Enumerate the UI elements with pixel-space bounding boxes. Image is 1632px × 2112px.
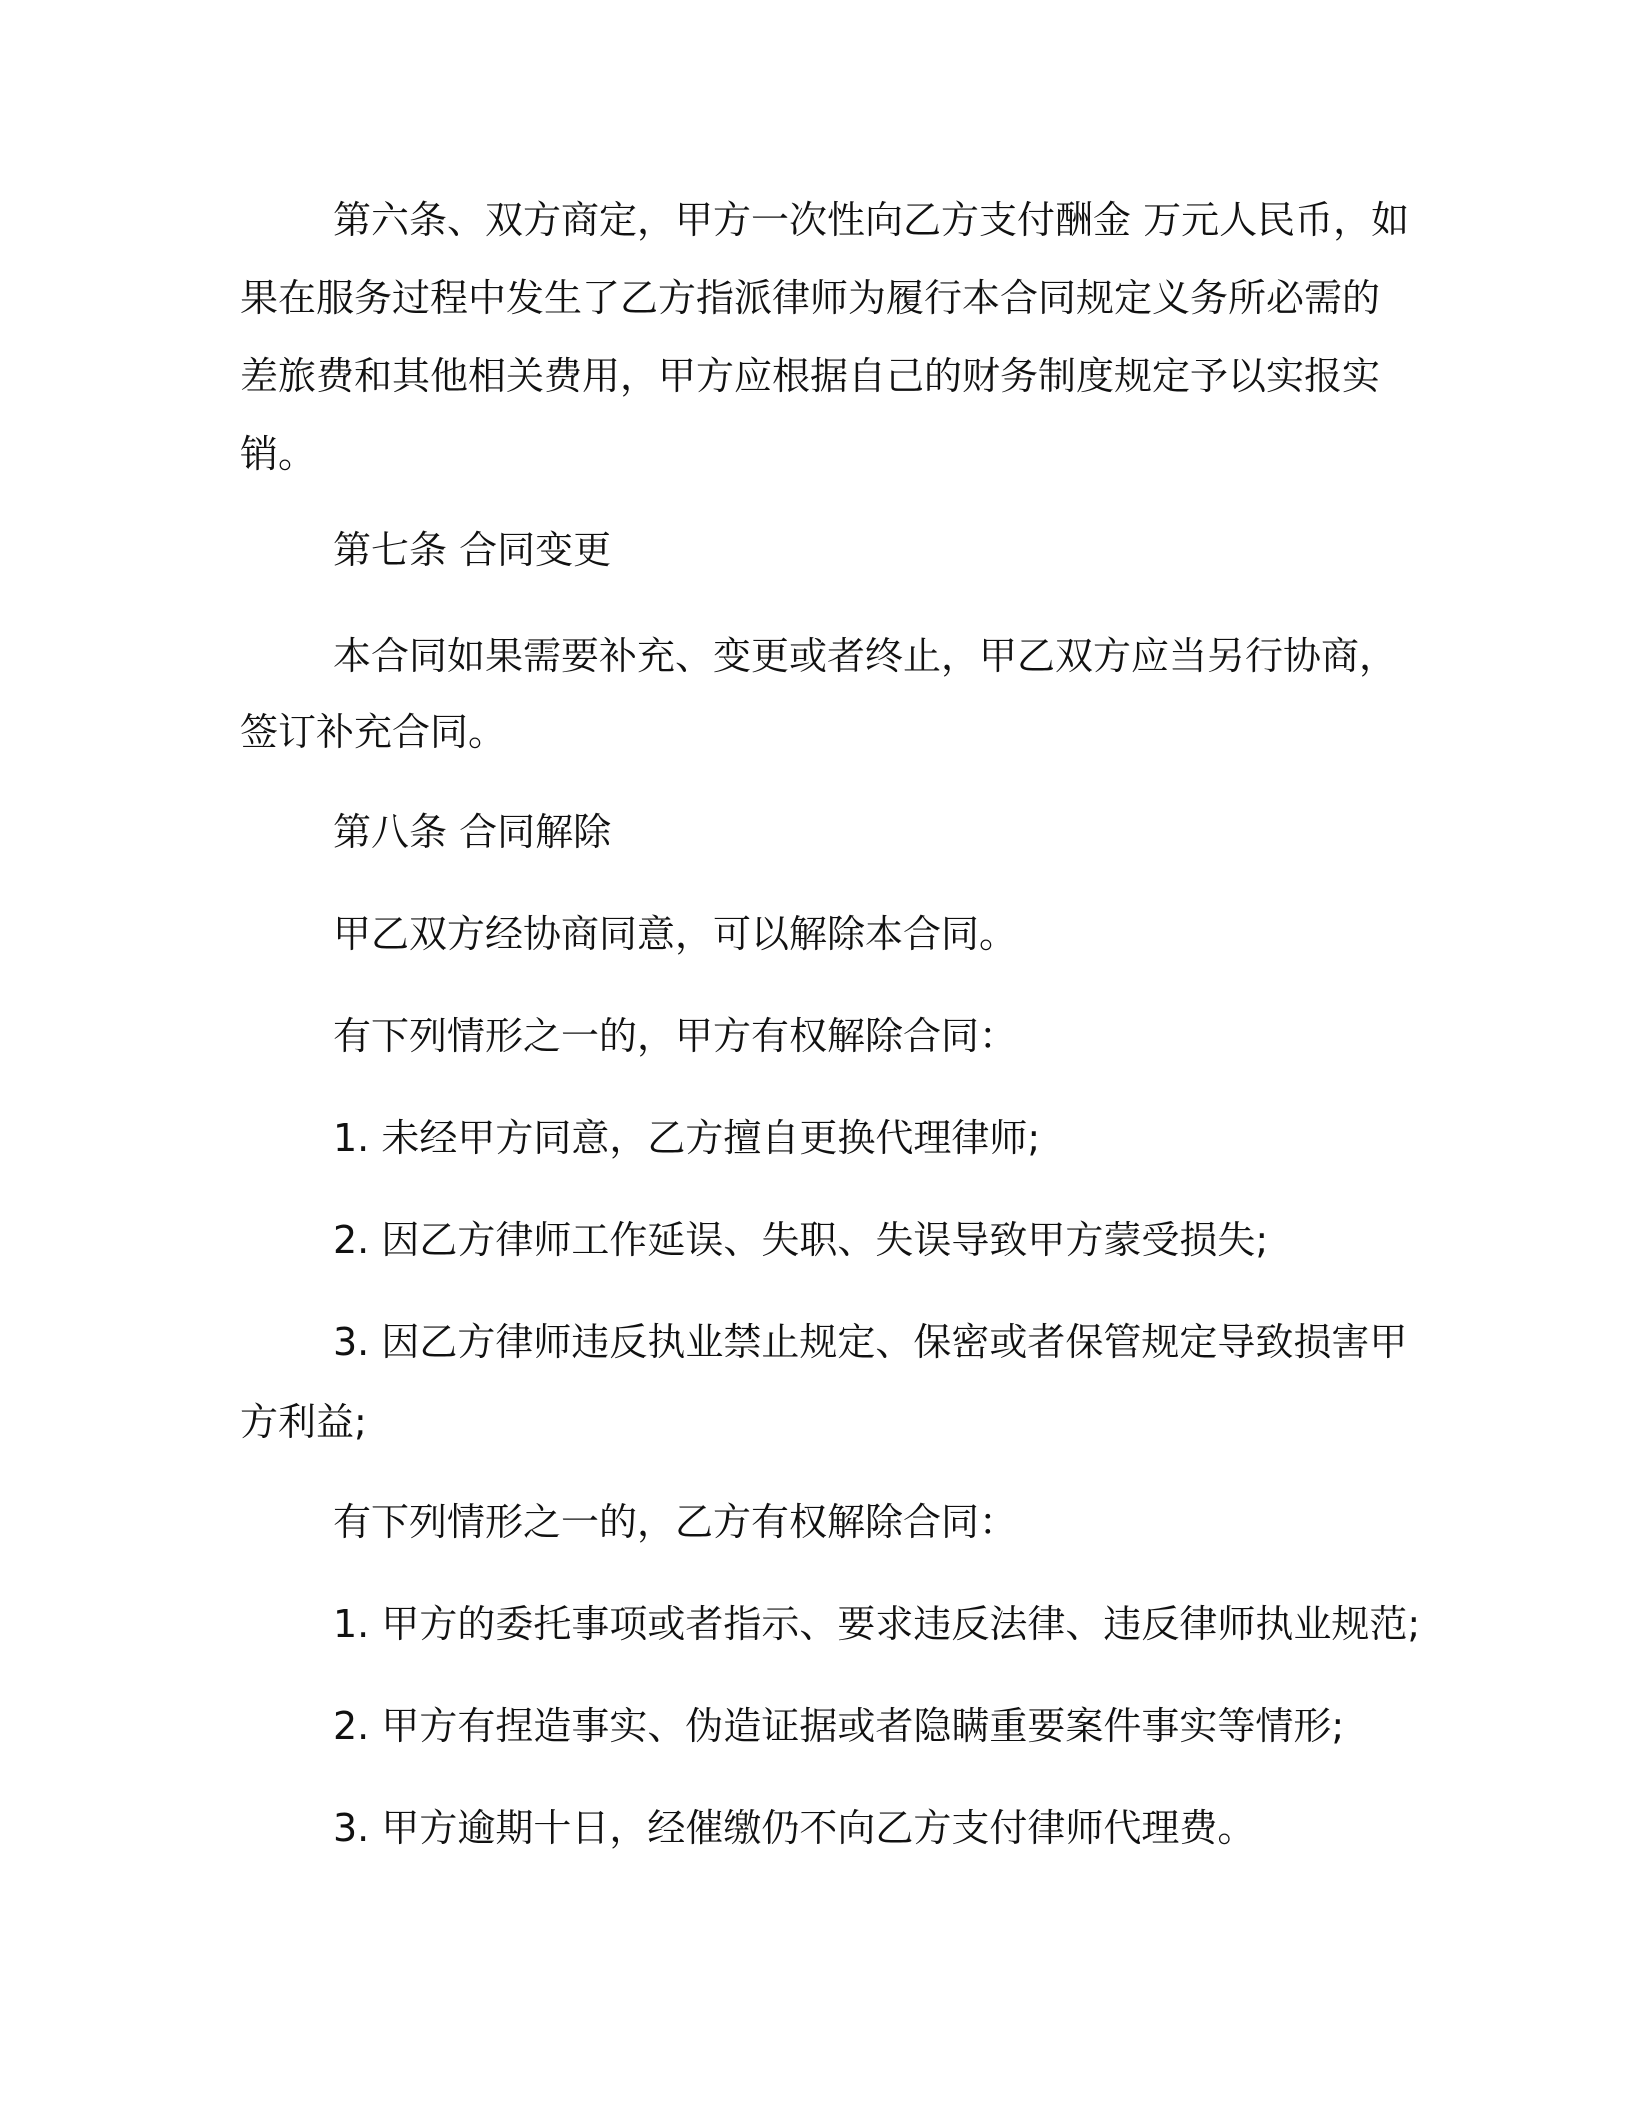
article6-line2: 果在服务过程中发生了乙方指派律师为履行本合同规定义务所必需的 [240, 276, 1381, 320]
partyA-intro: 有下列情形之一的，甲方有权解除合同： [333, 1014, 1018, 1058]
article7-line2: 签订补充合同。 [240, 710, 507, 754]
partyA-item1: 1. 未经甲方同意，乙方擅自更换代理律师; [333, 1116, 1041, 1160]
article6-line4: 销。 [240, 432, 317, 476]
partyB-intro: 有下列情形之一的，乙方有权解除合同： [333, 1500, 1018, 1544]
article6-line1: 第六条、双方商定，甲方一次性向乙方支付酬金 万元人民币，如 [333, 198, 1410, 242]
article7-heading: 第七条 合同变更 [333, 528, 612, 572]
partyA-item2: 2. 因乙方律师工作延误、失职、失误导致甲方蒙受损失; [333, 1218, 1269, 1262]
article8-mutual: 甲乙双方经协商同意，可以解除本合同。 [333, 912, 1018, 956]
partyB-item1: 1. 甲方的委托事项或者指示、要求违反法律、违反律师执业规范; [333, 1602, 1421, 1646]
partyB-item2: 2. 甲方有捏造事实、伪造证据或者隐瞒重要案件事实等情形; [333, 1704, 1345, 1748]
article6-line3: 差旅费和其他相关费用，甲方应根据自己的财务制度规定予以实报实 [240, 354, 1381, 398]
article7-line1: 本合同如果需要补充、变更或者终止，甲乙双方应当另行协商， [333, 634, 1398, 678]
partyA-item3-line1: 3. 因乙方律师违反执业禁止规定、保密或者保管规定导致损害甲 [333, 1320, 1408, 1364]
partyB-item3: 3. 甲方逾期十日，经催缴仍不向乙方支付律师代理费。 [333, 1806, 1256, 1850]
partyA-item3-line2: 方利益; [240, 1400, 367, 1444]
article8-heading: 第八条 合同解除 [333, 810, 612, 854]
